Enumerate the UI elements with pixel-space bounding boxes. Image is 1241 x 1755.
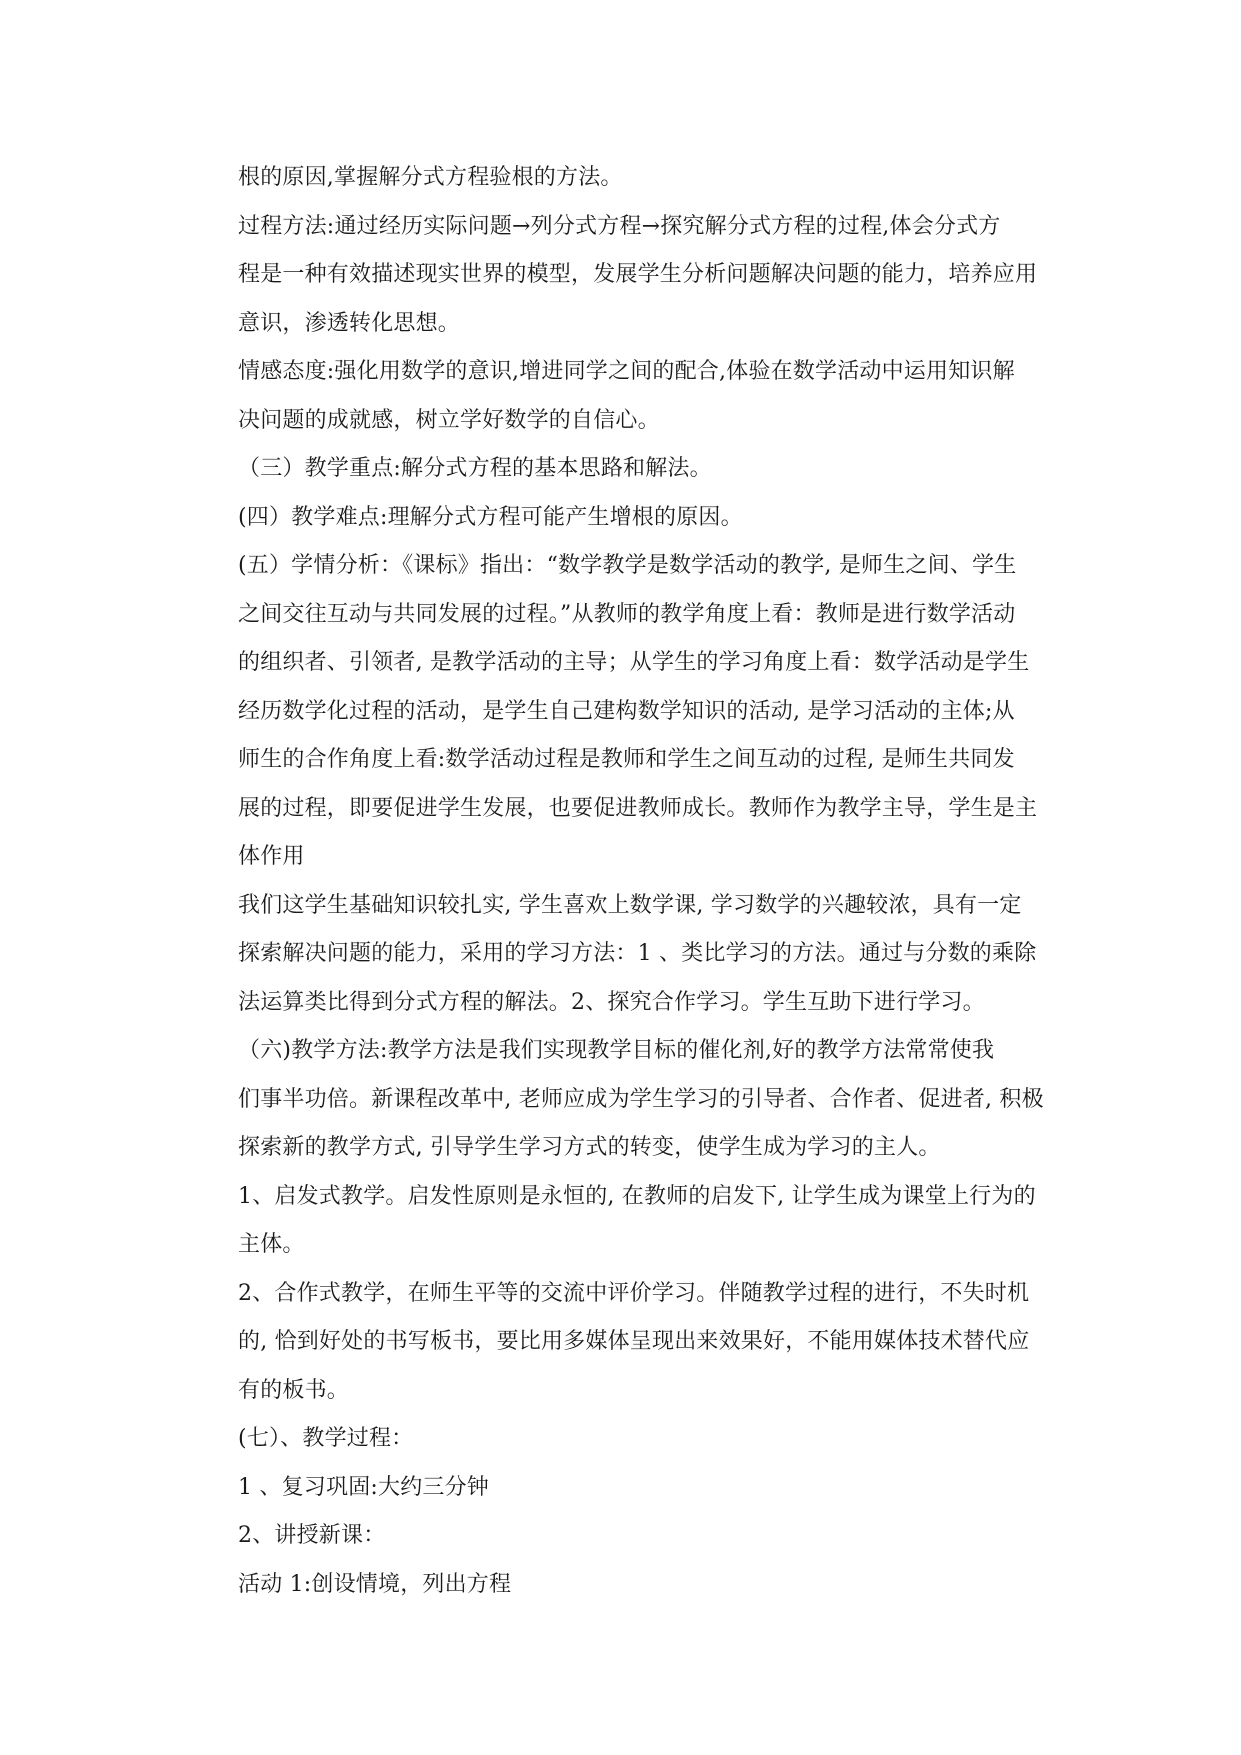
text-line: 的, 恰到好处的书写板书，要比用多媒体呈现出来效果好，不能用媒体技术替代应 bbox=[238, 1329, 1030, 1354]
text-line: 情感态度:强化用数学的意识,增进同学之间的配合,体验在数学活动中运用知识解 bbox=[238, 359, 1015, 384]
document-body bbox=[238, 154, 1058, 1609]
section-heading: (四）教学难点:理解分式方程可能产生增根的原因。 bbox=[238, 504, 743, 530]
text-line: 活动 1:创设情境，列出方程 bbox=[238, 1571, 512, 1597]
text-line: 根的原因,掌握解分式方程验根的方法。 bbox=[238, 165, 623, 190]
text-line: 探索解决问题的能力，采用的学习方法：1 、类比学习的方法。通过与分数的乘除 bbox=[238, 941, 1037, 966]
list-item: 1、启发式教学。启发性原则是永恒的, 在教师的启发下, 让学生成为课堂上行为的 bbox=[238, 1183, 1036, 1209]
text-line: 经历数学化过程的活动，是学生自己建构数学知识的活动, 是学习活动的主体;从 bbox=[238, 698, 1015, 724]
list-item: 2、合作式教学，在师生平等的交流中评价学习。伴随教学过程的进行，不失时机 bbox=[238, 1280, 1030, 1306]
text-line: 的组织者、引领者, 是教学活动的主导；从学生的学习角度上看：数学活动是学生 bbox=[238, 650, 1030, 675]
list-item: 2、讲授新课： bbox=[238, 1523, 386, 1548]
text-line: 意识，渗透转化思想。 bbox=[238, 310, 461, 336]
text-line: 体作用 bbox=[238, 844, 305, 869]
section-heading: （三）教学重点:解分式方程的基本思路和解法。 bbox=[238, 456, 712, 481]
text-line: 主体。 bbox=[238, 1232, 305, 1257]
text-line: 法运算类比得到分式方程的解法。2、探究合作学习。学生互助下进行学习。 bbox=[238, 989, 985, 1015]
text-line: 探索新的教学方式, 引导学生学习方式的转变，使学生成为学习的主人。 bbox=[238, 1135, 941, 1160]
section-heading: (七）、教学过程： bbox=[238, 1426, 414, 1451]
text-line: 过程方法:通过经历实际问题→列分式方程→探究解分式方程的过程,体会分式方 bbox=[238, 213, 1001, 239]
section-heading: (五）学情分析：《课标》指出：“数学教学是数学活动的教学, 是师生之间、学生 bbox=[238, 553, 1017, 578]
text-line: 们事半功倍。新课程改革中, 老师应成为学生学习的引导者、合作者、促进者, 积极 bbox=[238, 1086, 1044, 1112]
text-line: 之间交往互动与共同发展的过程。”从教师的教学角度上看：教师是进行数学活动 bbox=[238, 601, 1016, 627]
section-heading: （六)教学方法:教学方法是我们实现教学目标的催化剂,好的教学方法常常使我 bbox=[238, 1038, 995, 1063]
text-line: 展的过程，即要促进学生发展，也要促进教师成长。教师作为教学主导，学生是主 bbox=[238, 795, 1038, 821]
list-item: 1 、复习巩固:大约三分钟 bbox=[238, 1474, 490, 1500]
text-line: 我们这学生基础知识较扎实, 学生喜欢上数学课, 学习数学的兴趣较浓，具有一定 bbox=[238, 892, 1022, 918]
text-line: 有的板书。 bbox=[238, 1377, 350, 1403]
text-line: 师生的合作角度上看:数学活动过程是教师和学生之间互动的过程, 是师生共同发 bbox=[238, 747, 1015, 772]
text-line: 决问题的成就感，树立学好数学的自信心。 bbox=[238, 407, 660, 433]
text-line: 程是一种有效描述现实世界的模型，发展学生分析问题解决问题的能力，培养应用 bbox=[238, 262, 1038, 287]
